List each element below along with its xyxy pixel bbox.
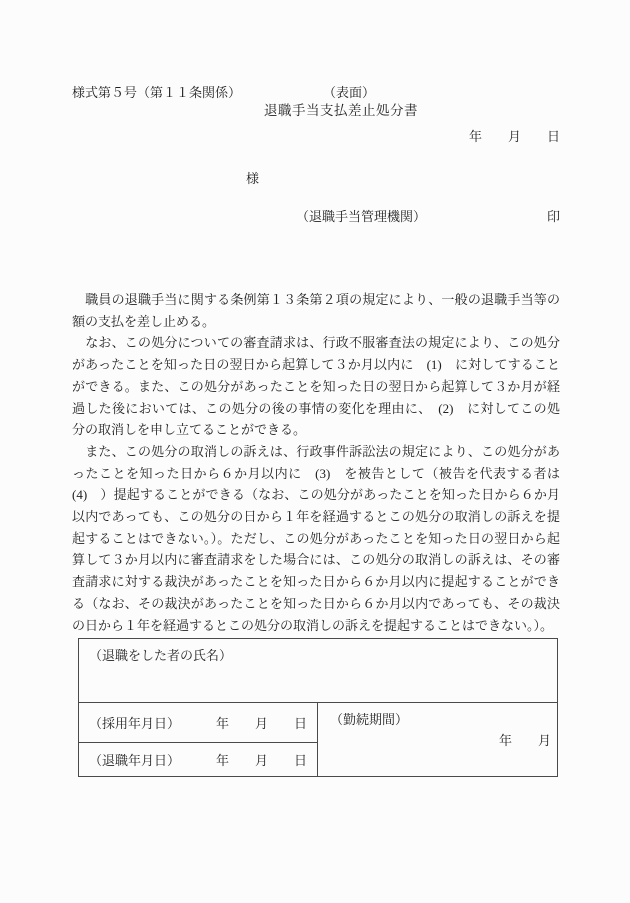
retire-date-inner xyxy=(79,743,317,776)
body-paragraph-3: また、この処分の取消しの訴えは、行政事件訴訟法の規定により、この処分があったことを知った日から６か月以内に (3) を被告として（被告を代表する者は (4) ）提起することができる（なお、この処分があったことを知った日から６か月以内であっても、この処分の日から１年を経過するとこの処分の取消しの訴えを提起することはできない。）。ただし、この処分があったことを知った日の翌日から起算して３か月以内に審査請求をした場合には、この処分の取消しの訴えは、その審査請求に対する裁決があったことを知った日から６か月以内に提起することができる（なお、その裁決があったことを知った日から６か月以内であっても、その裁決の日から１年を経過するとこの処分の取消しの訴えを提起することはできない。）。 xyxy=(72,443,574,633)
table-row-name xyxy=(79,639,558,703)
hire-date-inner xyxy=(79,703,317,742)
retiree-info-table xyxy=(78,638,558,777)
retiree-name-cell: （退職をした者の氏名） xyxy=(79,639,558,703)
form-number: 様式第５号（第１１条関係） xyxy=(72,85,242,100)
table-row-hire-date xyxy=(79,703,558,743)
document-content xyxy=(72,0,574,777)
side-label: （表面） xyxy=(323,85,376,100)
body-text xyxy=(72,289,574,636)
service-period-label: （勤続期間） xyxy=(330,712,409,728)
service-period-units: 年 月 xyxy=(499,733,552,749)
issuer-label: （退職手当管理機関） xyxy=(296,209,427,224)
form-header-row xyxy=(72,84,560,101)
body-paragraph-1: 職員の退職手当に関する条例第１３条第２項の規定により、一般の退職手当等の額の支払を差し止める。 xyxy=(72,292,560,329)
service-period-cell xyxy=(318,703,558,777)
document-title: 退職手当支払差止処分書 xyxy=(264,103,418,118)
date-line: 年 月 日 xyxy=(468,129,560,144)
addressee-honorific: 様 xyxy=(246,171,260,186)
retire-date-cell xyxy=(79,743,318,777)
retire-date-units: 年 月 日 xyxy=(215,753,307,769)
hire-date-units: 年 月 日 xyxy=(215,716,307,732)
seal-mark: 印 xyxy=(546,209,560,224)
hire-date-label: （採用年月日） xyxy=(89,716,181,732)
retire-date-label: （退職年月日） xyxy=(89,753,181,769)
body-paragraph-2: なお、この処分についての審査請求は、行政不服審査法の規定により、この処分があったことを知った日の翌日から起算して３か月以内に (1) に対してすることができる。また、この処分があったことを知った日の翌日から起算して３か月が経過した後においては、この処分の後の事情の変化を理由に、 (2) に対してこの処分の取消しを申し立てることができる。 xyxy=(72,335,560,438)
hire-date-cell xyxy=(79,703,318,743)
issuer-line xyxy=(72,207,560,227)
